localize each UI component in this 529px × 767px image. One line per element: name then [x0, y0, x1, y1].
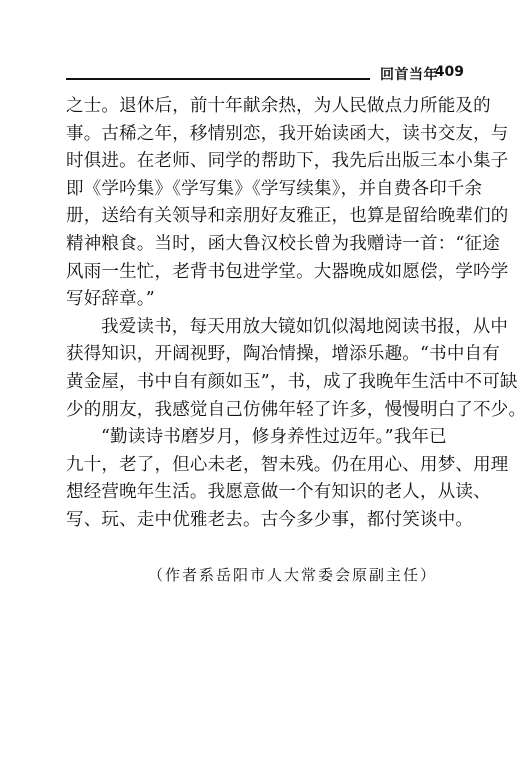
running-header — [66, 64, 464, 86]
paragraph-1-line-3: 时俱进。在老师、同学的帮助下，我先后出版三本小集子 — [66, 151, 509, 172]
paragraph-3-line-3: 想经营晚年生活。我愿意做一个有知识的老人，从读、 — [66, 482, 491, 503]
paragraph-1-line-4: 即《学吟集》《学写集》《学写续集》，并自费各印千余 — [66, 178, 483, 199]
paragraph-1-line-6: 精神粮食。当时，函大鲁汉校长曾为我赠诗一首：“征途 — [66, 233, 500, 254]
paragraph-1-line-5: 册，送给有关领导和亲朋好友雅正，也算是留给晚辈们的 — [66, 206, 509, 227]
paragraph-3-line-2: 九十，老了，但心未老，智未残。仍在用心、用梦、用理 — [66, 454, 509, 475]
paragraph-1-line-2: 事。古稀之年，移情别恋，我开始读函大，读书交友，与 — [66, 123, 509, 144]
paragraph-1-line-8: 写好辞章。” — [66, 289, 155, 310]
page-number: 409 — [434, 64, 464, 80]
paragraph-3-line-1: “勤读诗书磨岁月，修身养性过迈年。”我年已 — [101, 427, 447, 448]
paragraph-2-line-3: 黄金屋，书中自有颜如玉”，书，成了我晚年生活中不可缺 — [66, 371, 518, 392]
body-text — [66, 93, 527, 535]
paragraph-1-line-7: 风雨一生忙，老背书包进学堂。大器晚成如愿偿，学吟学 — [66, 261, 509, 282]
paragraph-2-line-1: 我爱读书，每天用放大镜如饥似渴地阅读书报，从中 — [101, 316, 509, 337]
section-title: 回首当年 — [380, 67, 438, 83]
paragraph-3-line-4: 写、玩、走中优雅老去。古今多少事，都付笑谈中。 — [66, 509, 474, 530]
header-rule — [66, 78, 370, 80]
paragraph-2-line-2: 获得知识，开阔视野，陶冶情操，增添乐趣。“书中自有 — [66, 344, 500, 365]
author-credit: （作者系岳阳市人大常委会原副主任） — [148, 566, 438, 584]
paragraph-2-line-4: 少的朋友，我感觉自己仿佛年轻了许多，慢慢明白了不少。 — [66, 399, 527, 420]
paragraph-1-line-1: 之士。退休后，前十年献余热，为人民做点力所能及的 — [66, 96, 491, 116]
